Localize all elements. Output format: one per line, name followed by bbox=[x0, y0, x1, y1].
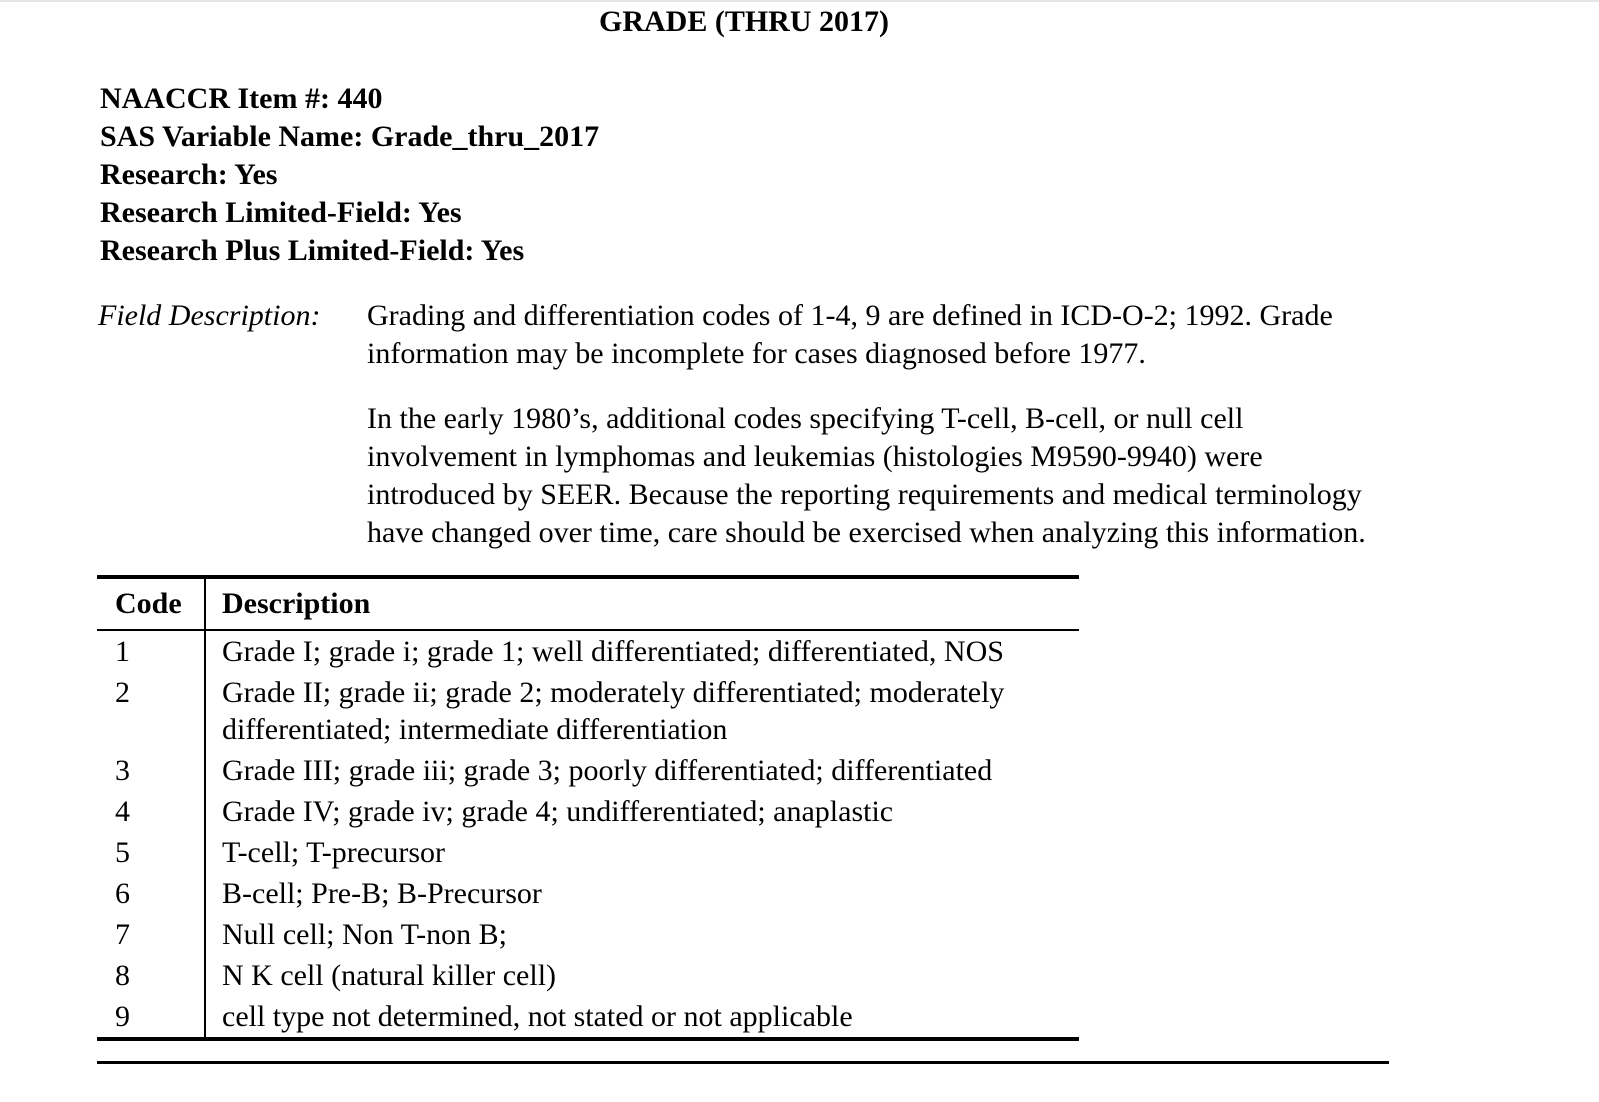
text-line: have changed over time, care should be exercised when analyzing this information. bbox=[367, 516, 1366, 549]
code-cell: 1 bbox=[97, 630, 205, 672]
description-line: B-cell; Pre-B; B-Precursor bbox=[222, 877, 542, 910]
description-cell bbox=[205, 873, 1079, 914]
code-cell: 4 bbox=[97, 791, 205, 832]
description-column-header: Description bbox=[205, 577, 1079, 630]
code-cell: 3 bbox=[97, 750, 205, 791]
grade-code-table bbox=[97, 575, 1079, 1041]
research-flag: Research: Yes bbox=[100, 158, 278, 191]
description-line: Null cell; Non T-non B; bbox=[222, 918, 507, 951]
code-cell: 5 bbox=[97, 832, 205, 873]
table-row bbox=[97, 672, 1079, 750]
code-column-header: Code bbox=[97, 577, 205, 630]
table-row bbox=[97, 996, 1079, 1039]
description-line: Grade IV; grade iv; grade 4; undifferentiated; anaplastic bbox=[222, 795, 894, 828]
description-line: Grade III; grade iii; grade 3; poorly differentiated; differentiated bbox=[222, 754, 993, 787]
research-plus-limited-flag: Research Plus Limited-Field: Yes bbox=[100, 234, 525, 267]
table-row bbox=[97, 832, 1079, 873]
naaccr-item-number: NAACCR Item #: 440 bbox=[100, 82, 383, 115]
text-line: information may be incomplete for cases diagnosed before 1977. bbox=[367, 337, 1146, 370]
description-line: differentiated; intermediate differentiation bbox=[222, 713, 728, 746]
field-description-label: Field Description: bbox=[98, 299, 321, 332]
description-cell bbox=[205, 914, 1079, 955]
description-line: Grade I; grade i; grade 1; well differentiated; differentiated, NOS bbox=[222, 635, 1004, 668]
description-cell bbox=[205, 955, 1079, 996]
description-cell bbox=[205, 672, 1079, 750]
description-line: cell type not determined, not stated or not applicable bbox=[222, 1000, 853, 1033]
research-limited-flag: Research Limited-Field: Yes bbox=[100, 196, 462, 229]
code-cell: 2 bbox=[97, 672, 205, 750]
field-description-paragraph-2 bbox=[367, 400, 1487, 552]
description-line: N K cell (natural killer cell) bbox=[222, 959, 557, 992]
description-line: Grade II; grade ii; grade 2; moderately differentiated; moderately bbox=[222, 676, 1005, 709]
text-line: involvement in lymphomas and leukemias (histologies M9590-9940) were bbox=[367, 440, 1263, 473]
table-row bbox=[97, 630, 1079, 672]
table-header-row bbox=[97, 577, 1079, 630]
description-cell bbox=[205, 832, 1079, 873]
field-description-paragraph-1 bbox=[367, 297, 1487, 373]
text-line: Grading and differentiation codes of 1-4, 9 are defined in ICD-O-2; 1992. Grade bbox=[367, 299, 1333, 332]
text-line: introduced by SEER. Because the reporting requirements and medical terminology bbox=[367, 478, 1362, 511]
page-title: GRADE (THRU 2017) bbox=[599, 5, 889, 38]
code-cell: 9 bbox=[97, 996, 205, 1039]
table-row bbox=[97, 873, 1079, 914]
code-cell: 7 bbox=[97, 914, 205, 955]
table-row bbox=[97, 914, 1079, 955]
description-cell bbox=[205, 791, 1079, 832]
item-metadata bbox=[100, 80, 599, 270]
table-row bbox=[97, 955, 1079, 996]
text-line: In the early 1980’s, additional codes specifying T-cell, B-cell, or null cell bbox=[367, 402, 1244, 435]
top-rule bbox=[0, 0, 1599, 2]
description-cell bbox=[205, 750, 1079, 791]
sas-variable-name: SAS Variable Name: Grade_thru_2017 bbox=[100, 120, 600, 153]
table-row bbox=[97, 750, 1079, 791]
code-cell: 6 bbox=[97, 873, 205, 914]
code-cell: 8 bbox=[97, 955, 205, 996]
description-cell bbox=[205, 630, 1079, 672]
description-line: T-cell; T-precursor bbox=[222, 836, 445, 869]
bottom-rule bbox=[97, 1061, 1389, 1064]
table-row bbox=[97, 791, 1079, 832]
description-cell bbox=[205, 996, 1079, 1039]
